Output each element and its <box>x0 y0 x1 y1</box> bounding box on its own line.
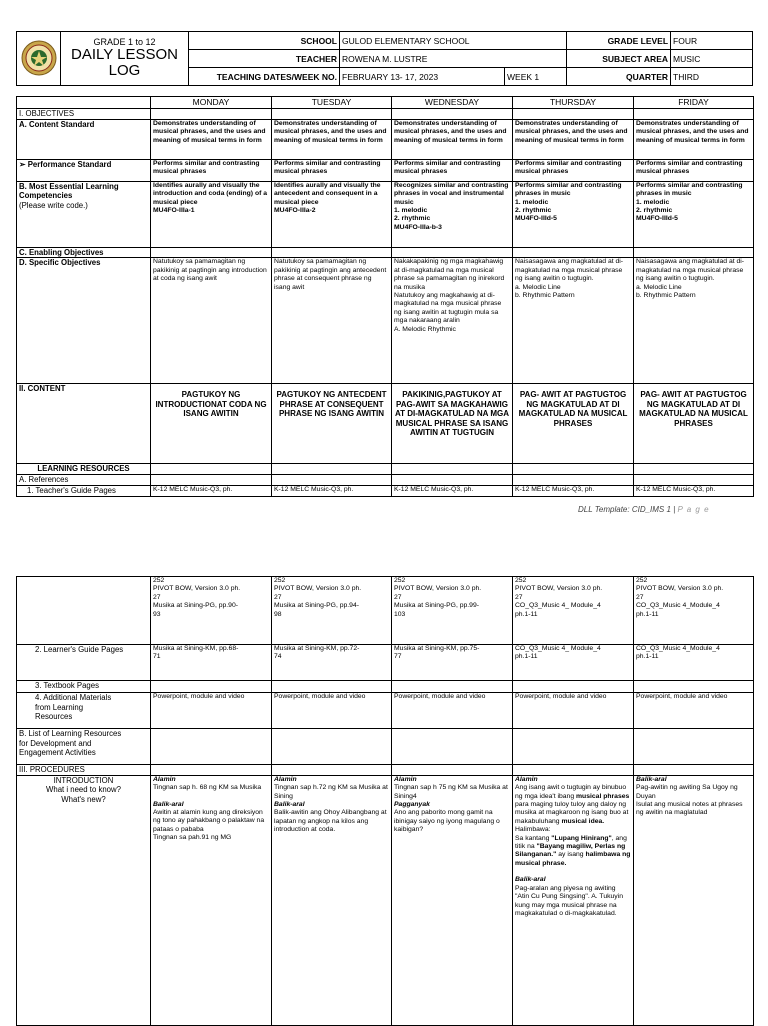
textbook-label: 3. Textbook Pages <box>17 681 151 693</box>
melc-code: MU4FO-IIIa-1 <box>153 206 195 214</box>
tg-pages-cell: K-12 MELC Music-Q3, ph. <box>634 485 754 496</box>
lg-pages-cell: Musika at Sining-KM, pp.72- 74 <box>272 645 392 681</box>
learning-resources-row <box>17 464 754 475</box>
text-run: Sa kantang <box>515 834 552 842</box>
text-run-bold: musical phrases <box>576 792 630 800</box>
intro-question-1: What i need to know? <box>46 785 121 795</box>
textbook-row <box>17 681 754 693</box>
content-standard-cell: Demonstrates understanding of musical phrases, and the uses and meaning of musical terms in form <box>392 119 513 159</box>
text-run: , ang titik na <box>515 834 627 851</box>
performance-standard-cell: Performs similar and contrasting musical phrases <box>392 159 513 181</box>
tg-pages-cell: K-12 MELC Music-Q3, ph. <box>513 485 634 496</box>
melc-cell <box>513 181 634 247</box>
text-run: para maging tuloy tuloy ang daloy ng musika at magkaroon ng isang buo at makabuluhang <box>515 800 629 825</box>
text-run-bold: halimbawa ng musical phrase. <box>515 851 631 867</box>
lg-pages-cell: CO_Q3_Music 4_ Module_4 ph.1-11 <box>513 645 634 681</box>
balik-aral-heading: Balik-aral <box>636 775 667 783</box>
alamin-heading: Alamin <box>274 775 297 783</box>
intro-question-2: What's new? <box>61 794 106 804</box>
footer-page-text: P a g e <box>677 505 710 514</box>
performance-standard-cell: Performs similar and contrasting musical phrases <box>151 159 272 181</box>
dates-label: TEACHING DATES/WEEK NO. <box>189 68 340 86</box>
list-resources-label: B. List of Learning Resources for Development and Engagement Activities <box>17 729 151 765</box>
lg-pages-cell: Musika at Sining-KM, pp.75- 77 <box>392 645 513 681</box>
teacher-label: TEACHER <box>189 50 340 68</box>
enabling-objectives-row <box>17 247 754 258</box>
melc-cell <box>151 181 272 247</box>
content-standard-cell: Demonstrates understanding of musical phrases, and the uses and meaning of musical terms in form <box>272 119 392 159</box>
pagganyak-heading: Pagganyak <box>394 800 430 808</box>
melc-code: MU4FO-IIIa-b-3 <box>394 223 442 231</box>
content-standard-cell: Demonstrates understanding of musical phrases, and the uses and meaning of musical terms in form <box>151 119 272 159</box>
objectives-label: I. OBJECTIVES <box>17 109 151 120</box>
performance-standard-cell: Performs similar and contrasting musical phrases <box>272 159 392 181</box>
tg-pages-cell: K-12 MELC Music-Q3, ph. <box>272 485 392 496</box>
specific-objectives-cell: Natutukoy sa pamamagitan ng pakikinig at pagtingin ang antecedent phrase at consequent phrase ng isang awit <box>272 258 392 384</box>
footer-template-text: DLL Template: CID_IMS 1 | <box>578 505 678 514</box>
additional-materials-cell: Powerpoint, module and video <box>392 693 513 729</box>
melc-code: MU4FO-IIId-5 <box>515 215 557 223</box>
text-run-bold: "Bayang magiliw, Perlas ng Silanganan." <box>515 843 626 859</box>
performance-standard-label: ➢ Performance Standard <box>17 159 151 181</box>
enabling-objectives-label: C. Enabling Objectives <box>17 247 151 258</box>
learning-resources-label: LEARNING RESOURCES <box>17 464 151 475</box>
alamin-heading: Alamin <box>515 775 538 783</box>
dates-value: FEBRUARY 13- 17, 2023 <box>340 68 505 86</box>
melc-row <box>17 181 754 247</box>
specific-objectives-row <box>17 258 754 384</box>
intro-text: Ano ang paborito mong gamit na ibinigay saiyo ng iyong magulang o kaibigan? <box>394 809 500 834</box>
tg-pages-row <box>17 485 754 496</box>
additional-materials-cell: Powerpoint, module and video <box>634 693 754 729</box>
grade-level-value: FOUR <box>671 32 753 50</box>
content-row <box>17 384 754 464</box>
additional-materials-cell: Powerpoint, module and video <box>151 693 272 729</box>
content-label: II. CONTENT <box>17 384 151 464</box>
procedures-row <box>17 765 754 776</box>
additional-materials-label: 4. Additional Materials from Learning Resources <box>17 693 151 729</box>
intro-text: Halimbawa: <box>515 826 551 834</box>
additional-materials-cell: Powerpoint, module and video <box>513 693 634 729</box>
tg-pages-cont-cell: 252 PIVOT BOW, Version 3.0 ph. 27 Musika at Sining-PG, pp.99- 103 <box>392 577 513 645</box>
performance-standard-row <box>17 159 754 181</box>
content-title-cell: PAG- AWIT AT PAGTUGTOG NG MAGKATULAD AT DI MAGKATULAD NA MUSICAL PHRASES <box>513 384 634 464</box>
lg-pages-cell: Musika at Sining-KM, pp.68- 71 <box>151 645 272 681</box>
text-run: ay isang <box>556 851 586 859</box>
melc-cell <box>634 181 754 247</box>
specific-objectives-cell: Naisasagawa ang magkatulad at di-magkatulad na mga musical phrase ng isang awitin o tugtugin. a. Melodic Line b. Rhythmic Pattern <box>634 258 754 384</box>
seal-icon <box>21 40 57 76</box>
intro-text: Pag-aralan ang piyesa ng awiting "Atin Cu Pung Singsing". A. Tukuyin kung may mga musical phrase na magkakatulad o di-magkakatulad. <box>515 884 623 917</box>
blank-label-cell <box>17 577 151 645</box>
melc-code: MU4FO-IIIa-2 <box>274 206 316 214</box>
introduction-label: INTRODUCTION <box>53 775 114 785</box>
melc-note: (Please write code.) <box>19 200 88 210</box>
content-title-cell: PAGTUKOY NG ANTECDENT PHRASE AT CONSEQUENT PHRASE NG ISANG AWITIN <box>272 384 392 464</box>
melc-text: Performs similar and contrasting phrases in music 1. melodic 2. rhythmic <box>515 181 622 214</box>
text-run: Ang isang awit o tugtugin ay binubuo ng mga idea't ibang <box>515 784 627 800</box>
content-title-cell: PAGTUKOY NG INTRODUCTIONAT CODA NG ISANG AWITIN <box>151 384 272 464</box>
title-line-2: LOG <box>108 62 141 80</box>
text-run-bold: "Lupang Hinirang" <box>551 834 612 842</box>
school-label: SCHOOL <box>189 32 340 50</box>
day-wednesday: WEDNESDAY <box>392 97 513 109</box>
teacher-value: ROWENA M. LUSTRE <box>340 50 567 68</box>
grade-level-label: GRADE LEVEL <box>567 32 671 50</box>
specific-objectives-cell: Naisasagawa ang magkatulad at di-magkatulad na mga musical phrase ng isang awitin o tugtugin. a. Melodic Line b. Rhythmic Pattern <box>513 258 634 384</box>
lg-pages-row <box>17 645 754 681</box>
day-monday: MONDAY <box>151 97 272 109</box>
content-standard-cell: Demonstrates understanding of musical phrases, and the uses and meaning of musical terms in form <box>634 119 754 159</box>
content-title-cell: PAKIKINIG,PAGTUKOY AT PAG-AWIT SA MAGKAHAWIG AT DI-MAGKATULAD NA MGA MUSICAL PHRASE SA ISANG AWITIN AT TUGTUGIN <box>392 384 513 464</box>
melc-text: Performs similar and contrasting phrases in music 1. melodic 2. rhythmic <box>636 181 743 214</box>
introduction-row <box>17 775 754 1025</box>
intro-text <box>515 835 631 869</box>
performance-standard-cell: Performs similar and contrasting musical phrases <box>513 159 634 181</box>
alamin-heading: Alamin <box>153 775 176 783</box>
melc-text: Identifies aurally and visually the introduction and coda (ending) of a musical piece <box>153 181 268 206</box>
melc-label <box>17 181 151 247</box>
procedures-label: III. PROCEDURES <box>17 765 151 776</box>
balik-aral-heading: Balik-aral <box>153 800 184 808</box>
content-standard-row <box>17 119 754 159</box>
content-standard-label: A. Content Standard <box>17 119 151 159</box>
melc-cell <box>272 181 392 247</box>
day-header-row <box>17 97 754 109</box>
melc-text: Recognizes similar and contrasting phrases in vocal and instrumental music 1. melodic 2. rhythmic <box>394 181 509 223</box>
grade-range: GRADE 1 to 12 <box>93 37 156 48</box>
day-thursday: THURSDAY <box>513 97 634 109</box>
subject-area-value: MUSIC <box>671 50 753 68</box>
subject-area-label: SUBJECT AREA <box>567 50 671 68</box>
quarter-value: THIRD <box>671 68 753 86</box>
alamin-heading: Alamin <box>394 775 417 783</box>
dll-title-block <box>61 32 189 86</box>
title-line-1: DAILY LESSON <box>71 46 178 64</box>
melc-title: B. Most Essential Learning Competencies <box>19 181 119 201</box>
tg-pages-cont-cell: 252 PIVOT BOW, Version 3.0 ph. 27 CO_Q3_Music 4_Module_4 ph.1-11 <box>634 577 754 645</box>
intro-tuesday-cell <box>272 775 392 1025</box>
intro-text: Tingnan sap h. 68 ng KM sa Musika <box>153 784 262 792</box>
performance-standard-cell: Performs similar and contrasting musical phrases <box>634 159 754 181</box>
list-resources-row <box>17 729 754 765</box>
school-value: GULOD ELEMENTARY SCHOOL <box>340 32 567 50</box>
day-friday: FRIDAY <box>634 97 754 109</box>
intro-thursday-cell <box>513 775 634 1025</box>
intro-text: Balik-awitin ang Ohoy Alibangbang at lapatan ng angkop na kilos ang introduction at coda. <box>274 809 387 834</box>
melc-cell <box>392 181 513 247</box>
tg-pages-cont-cell: 252 PIVOT BOW, Version 3.0 ph. 27 Musika at Sining-PG, pp.94- 98 <box>272 577 392 645</box>
lesson-plan-table-page-2 <box>16 576 754 1026</box>
references-row <box>17 474 754 485</box>
deped-seal-logo <box>17 32 61 86</box>
intro-text: Tingnan sap h 75 ng KM sa Musika at Sining4 <box>394 784 508 800</box>
text-run-bold: musical idea. <box>561 817 605 825</box>
tg-pages-cont-cell: 252 PIVOT BOW, Version 3.0 ph. 27 CO_Q3_Music 4_ Module_4 ph.1-11 <box>513 577 634 645</box>
week-value: WEEK 1 <box>505 68 567 86</box>
day-tuesday: TUESDAY <box>272 97 392 109</box>
intro-monday-cell <box>151 775 272 1025</box>
additional-materials-cell: Powerpoint, module and video <box>272 693 392 729</box>
tg-pages-cont-cell: 252 PIVOT BOW, Version 3.0 ph. 27 Musika at Sining-PG, pp.90- 93 <box>151 577 272 645</box>
melc-text: Identifies aurally and visually the antecedent and consequent in a musical piece <box>274 181 381 206</box>
dll-header <box>16 31 753 86</box>
corner-cell <box>17 97 151 109</box>
content-standard-cell: Demonstrates understanding of musical phrases, and the uses and meaning of musical terms in form <box>513 119 634 159</box>
intro-wednesday-cell <box>392 775 513 1025</box>
intro-text: Pag-awitin ng awiting Sa Ugoy ng Duyan Isulat ang musical notes at phrases ng awitin na maglatulad <box>636 784 743 817</box>
specific-objectives-label: D. Specific Objectives <box>17 258 151 384</box>
tg-pages-cell: K-12 MELC Music-Q3, ph. <box>392 485 513 496</box>
lg-pages-label: 2. Learner's Guide Pages <box>17 645 151 681</box>
intro-text: Tingnan sap h.72 ng KM sa Musika at Sining <box>274 784 388 800</box>
references-label: A. References <box>17 474 151 485</box>
tg-pages-label: 1. Teacher's Guide Pages <box>17 485 151 496</box>
introduction-label-cell <box>17 775 151 1025</box>
balik-aral-heading: Balik-aral <box>515 876 546 884</box>
tg-pages-continued-row <box>17 577 754 645</box>
specific-objectives-cell: Natutukoy sa pamamagitan ng pakikinig at pagtingin ang introduction at coda ng isang awit <box>151 258 272 384</box>
specific-objectives-cell: Nakakapakinig ng mga magkahawig at di-magkatulad na mga musical phrase sa pamamagitan ng inirekord na musika Natutukoy ang magkahawig at di- magkatulad na mga musical phrase ng isang awitin at tugtugin mula sa mga nakaraang aralin A. Melodic Rhythmic <box>392 258 513 384</box>
additional-materials-row <box>17 693 754 729</box>
page-footer <box>578 505 710 514</box>
lesson-plan-table-page-1 <box>16 96 754 497</box>
intro-text: Awitin at alamin kung ang direksiyon ng tono ay pahakbang o palaktaw na pataas o pababa Tingnan sa pah.91 ng MG <box>153 808 265 842</box>
quarter-label: QUARTER <box>567 68 671 86</box>
tg-pages-cell: K-12 MELC Music-Q3, ph. <box>151 485 272 496</box>
intro-friday-cell <box>634 775 754 1025</box>
melc-code: MU4FO-IIId-5 <box>636 215 678 223</box>
balik-aral-heading: Balik-aral <box>274 800 305 808</box>
content-title-cell: PAG- AWIT AT PAGTUGTOG NG MAGKATULAD AT DI MAGKATULAD NA MUSICAL PHRASES <box>634 384 754 464</box>
lg-pages-cell: CO_Q3_Music 4_Module_4 ph.1-11 <box>634 645 754 681</box>
intro-text <box>515 784 631 826</box>
